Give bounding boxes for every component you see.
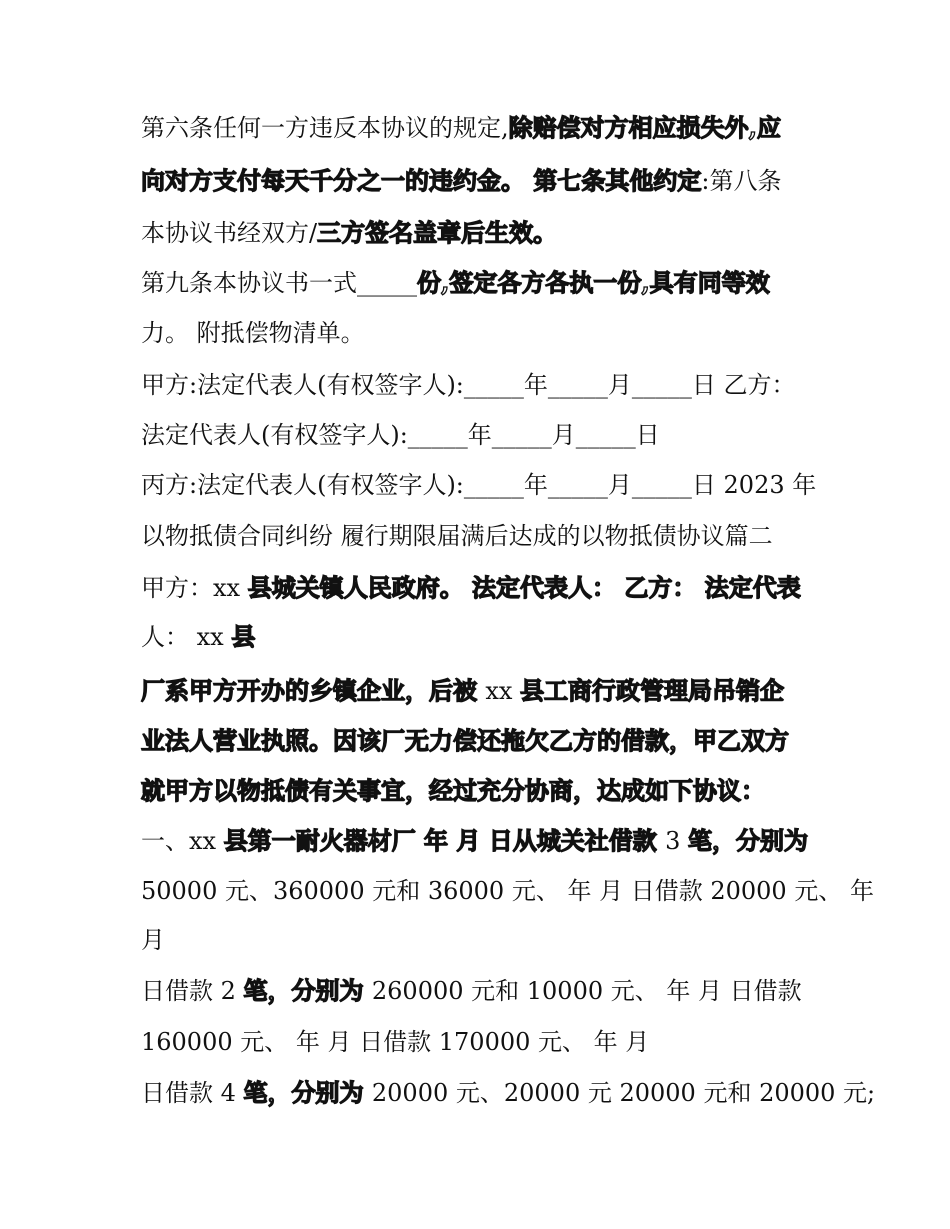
text-run-outline: 就甲方以物抵债有关事宜，经过充分协商，达成如下协议： — [141, 776, 765, 805]
text-run-outline: 份,签定各方各执一份,具有同等效 — [417, 268, 770, 297]
text-line — [141, 521, 773, 551]
text-line — [141, 268, 770, 298]
text-line — [141, 976, 802, 1006]
text-run: 甲方:法定代表人(有权签字人):_____年_____月_____日 乙方： — [141, 371, 796, 399]
text-line — [141, 776, 765, 806]
text-run: 甲方：xx — [141, 574, 248, 602]
text-run: 以物抵债合同纠纷 履行期限届满后达成的以物抵债协议篇二 — [141, 522, 773, 550]
text-run: 50000 元、360000 元和 36000 元、 年 月 日借款 20000 元、 年 — [141, 877, 874, 905]
text-run-outline: 县城关镇人民政府。 法定代表人： 乙方： 法定代表 — [247, 573, 801, 602]
text-run: xx — [485, 677, 521, 705]
text-run: 日借款 4 — [141, 1079, 244, 1107]
text-run-outline: 除赔偿对方相应损失外,应 — [508, 113, 781, 142]
text-run: 月 — [141, 926, 165, 954]
text-run-outline: 业法人营业执照。因该厂无力偿还拖欠乙方的借款，甲乙双方 — [141, 726, 789, 755]
text-run-outline: 厂系甲方开办的乡镇企业，后被 — [141, 676, 486, 705]
text-run-outline: 笔，分别为 — [243, 976, 372, 1005]
text-line — [141, 826, 808, 856]
text-line — [141, 318, 365, 348]
text-line — [141, 420, 660, 450]
text-line — [141, 1027, 649, 1057]
text-run-outline: 县 — [231, 622, 256, 651]
text-run: 丙方:法定代表人(有权签字人):_____年_____月_____日 2023 年 — [141, 471, 817, 499]
text-run: 人： xx — [141, 623, 232, 651]
text-line — [141, 113, 781, 143]
text-line — [141, 370, 796, 400]
text-run: 第九条本协议书一式_____ — [141, 269, 417, 297]
text-run: 3 — [665, 827, 689, 855]
text-line — [141, 573, 801, 603]
text-run-outline: 笔，分别为 — [688, 826, 809, 855]
text-line — [141, 676, 784, 706]
text-run: 160000 元、 年 月 日借款 170000 元、 年 月 — [141, 1028, 650, 1056]
text-run: 第六条任何一方违反本协议的规定, — [141, 114, 509, 142]
text-line — [141, 726, 789, 756]
text-line — [141, 218, 557, 248]
text-run-outline: 县第一耐火器材厂 年 月 日从城关社借款 — [223, 826, 666, 855]
text-run: :第八条 — [701, 167, 782, 195]
text-run: 法定代表人(有权签字人):_____年_____月_____日 — [141, 421, 660, 449]
text-run-outline: 笔，分别为 — [243, 1078, 372, 1107]
text-line — [141, 925, 165, 955]
text-run: 日借款 2 — [141, 977, 244, 1005]
text-run-outline: 三方签名盖章后生效。 — [317, 218, 558, 247]
text-line — [141, 166, 781, 196]
text-run: 20000 元、20000 元 20000 元和 20000 元; — [371, 1079, 876, 1107]
text-run: 本协议书经双方/ — [141, 219, 318, 247]
text-line — [141, 622, 255, 652]
text-run: 一、xx — [141, 827, 224, 855]
text-run-outline: 县工商行政管理局吊销企 — [520, 676, 785, 705]
text-run: 260000 元和 10000 元、 年 月 日借款 — [371, 977, 802, 1005]
text-run: 力。 附抵偿物清单。 — [141, 319, 365, 347]
text-line — [141, 876, 874, 906]
text-line — [141, 470, 816, 500]
text-run-outline: 向对方支付每天千分之一的违约金。 第七条其他约定 — [141, 166, 702, 195]
text-line — [141, 1078, 875, 1108]
